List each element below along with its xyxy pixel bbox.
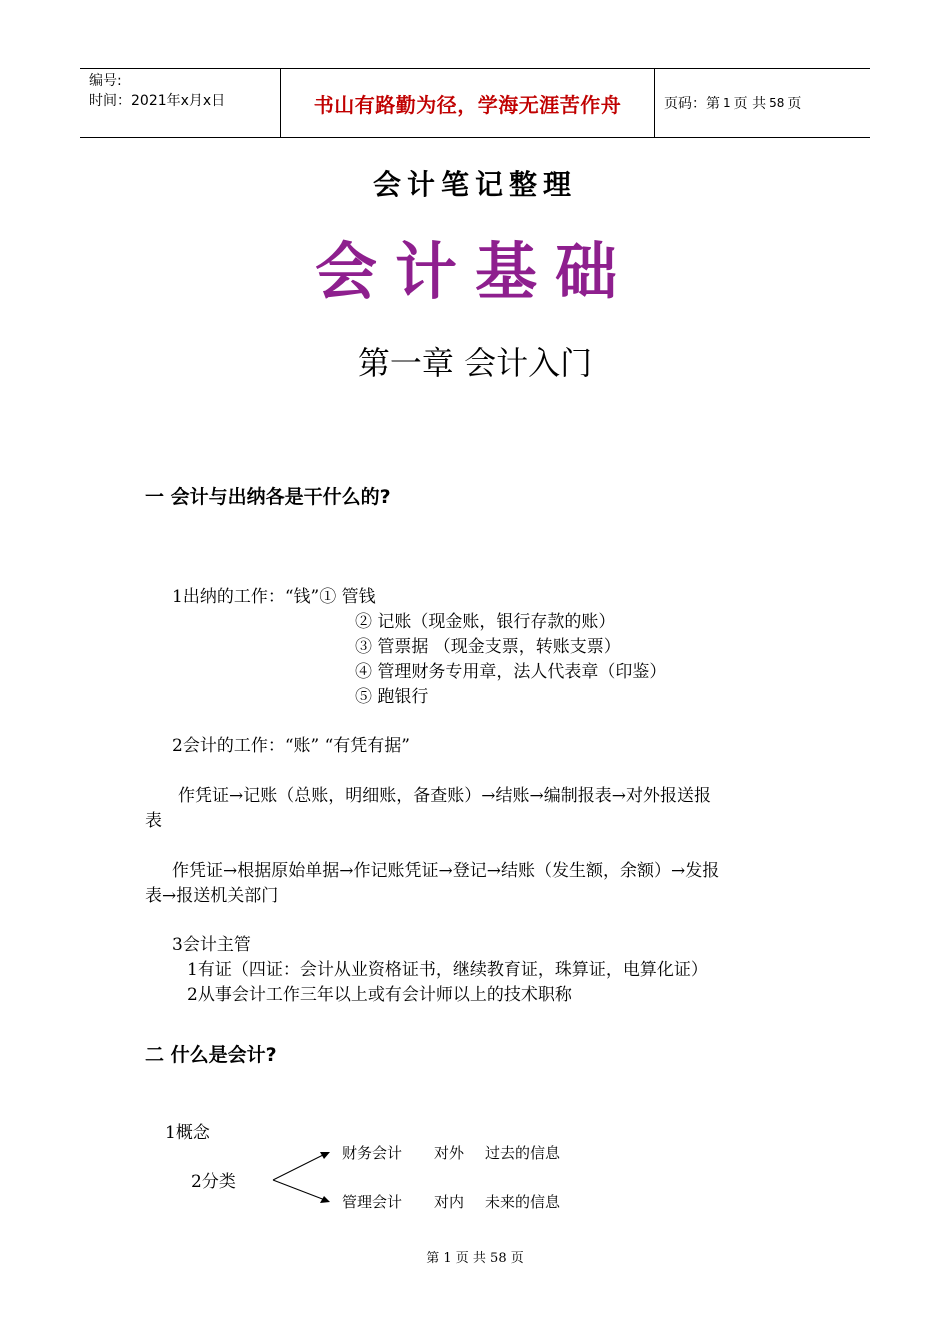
branch-bottom-direction: 对内 [434, 1193, 465, 1211]
main-title: 会计基础 [314, 235, 635, 308]
page-current: 1 [723, 96, 731, 110]
branch-top-direction: 对外 [434, 1144, 465, 1162]
section2-heading: 二 什么是会计? [145, 1044, 277, 1066]
cashier-item: ⑤ 跑银行 [355, 687, 429, 707]
flow2-line-a: 作凭证→根据原始单据→作记账凭证→登记→结账（发生额，余额）→发报 [172, 861, 720, 881]
branch-top-name: 财务会计 [342, 1144, 403, 1162]
motto: 书山有路勤为径，学海无涯苦作舟 [313, 92, 622, 117]
header-left-cell [80, 69, 281, 137]
supervisor-item: 1有证（四证：会计从业资格证书，继续教育证，珠算证，电算化证） [187, 960, 708, 980]
note-title: 会计笔记整理 [372, 168, 577, 201]
page-footer: 第 1 页 共 58 页 [426, 1251, 524, 1266]
page-suffix: 页 [787, 96, 802, 112]
chapter-title: 第一章 会计入门 [357, 344, 593, 382]
supervisor-line: 3会计主管 [172, 935, 251, 955]
page-prefix: 页码：第 [664, 96, 720, 112]
number-label: 编号: [89, 73, 122, 89]
flow2-line-b: 表→报送机关部门 [145, 886, 279, 906]
concept-line: 1概念 [165, 1123, 210, 1143]
section1-heading: 一 会计与出纳各是干什么的? [145, 486, 391, 508]
header-table [80, 68, 870, 138]
header-page-cell [655, 69, 870, 137]
cashier-item: ③ 管票据 （现金支票，转账支票） [355, 637, 621, 657]
page-mid: 页 共 [733, 96, 767, 112]
cashier-item: ② 记账（现金账，银行存款的账） [355, 612, 616, 632]
classify-line: 2分类 [191, 1172, 236, 1192]
time-label: 时间：2021年x月x日 [89, 93, 226, 109]
cashier-item: ④ 管理财务专用章，法人代表章（印鉴） [355, 662, 667, 682]
header-motto-cell [281, 69, 655, 137]
branch-bottom-name: 管理会计 [342, 1193, 403, 1211]
accountant-line: 2会计的工作：“账” “有凭有据” [172, 736, 410, 756]
branch-arrows [268, 1140, 338, 1210]
supervisor-item: 2从事会计工作三年以上或有会计师以上的技术职称 [187, 985, 572, 1005]
flow1-line-b: 表 [145, 811, 162, 831]
branch-bottom-info: 未来的信息 [485, 1193, 561, 1211]
page-total: 58 [769, 96, 785, 110]
cashier-line: 1出纳的工作：“钱”① 管钱 [172, 587, 376, 607]
flow1-line-a: 作凭证→记账（总账，明细账，备查账）→结账→编制报表→对外报送报 [178, 786, 711, 806]
branch-top-info: 过去的信息 [485, 1144, 561, 1162]
